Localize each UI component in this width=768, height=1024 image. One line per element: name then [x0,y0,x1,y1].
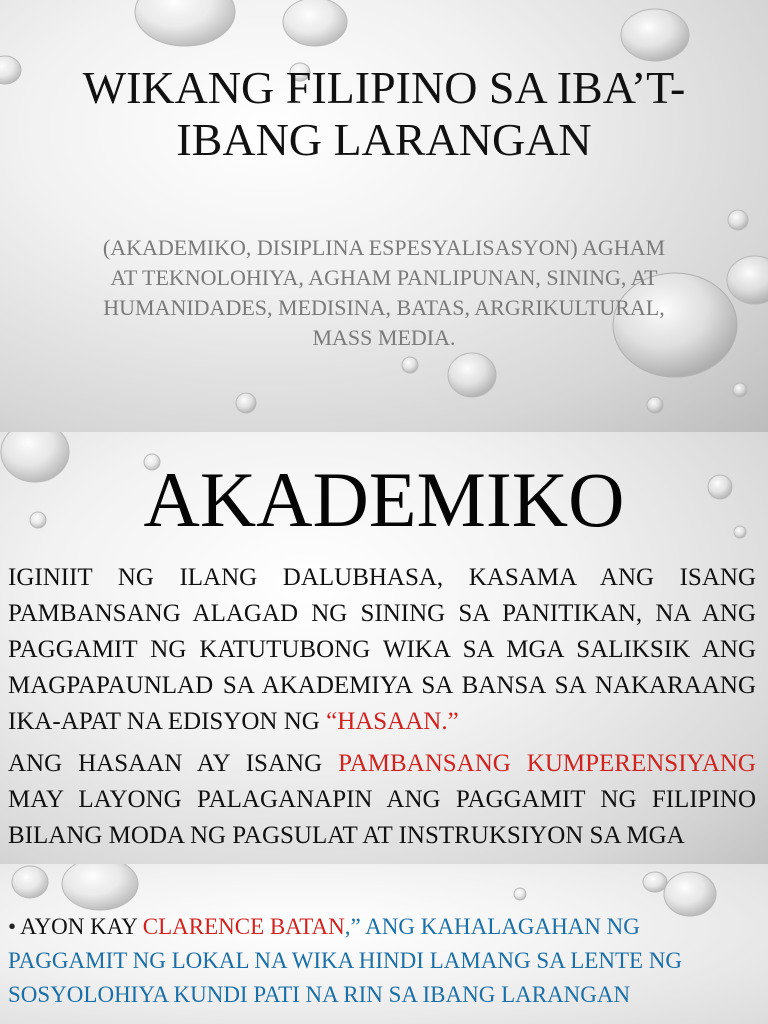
bullet-marker: • [8,914,17,939]
akademiko-paragraph-2 [8,746,756,854]
clarence-batan-name: CLARENCE BATAN [142,914,345,939]
kumperensiya-highlight: PAMBANSANG KUMPERENSIYANG [338,750,756,777]
akademiko-paragraph-1 [8,560,756,740]
bullet-item [8,910,763,1012]
slide-title [0,0,768,432]
bullet-lead: AYON KAY [20,914,143,939]
akademiko-body [8,560,756,860]
ayon-kay-bullet [8,910,763,1012]
bullet-quote: ,” ANG KAHALAGAHAN NG PAGGAMIT NG LOKAL NA WIKA HINDI LAMANG SA LENTE NG SOSYOLOHIYA KUNDI PATI NA RIN SA IBANG LARANGAN [8,914,683,1007]
slide-heading-akademiko: AKADEMIKO [143,456,625,543]
paragraph-text: MAY LAYONG PALAGANAPIN ANG PAGGAMIT NG FILIPINO BILANG MODA NG PAGSULAT AT INSTRUKSIYON SA MGA [8,786,756,849]
paragraph-text: ANG HASAAN AY ISANG [8,750,339,777]
slide-subtitle: (AKADEMIKO, DISIPLINA ESPESYALISASYON) AGHAM AT TEKNOLOHIYA, AGHAM PANLIPUNAN, SINING, AT HUMANIDADES, MEDISINA, BATAS, ARGRIKULTURAL, MASS MEDIA. [102,235,666,350]
hasaan-highlight: “HASAAN.” [326,708,459,735]
slide-title-heading: WIKANG FILIPINO SA IBA’T-IBANG LARANGAN [82,62,686,165]
paragraph-text: IGINIIT NG ILANG DALUBHASA, KASAMA ANG ISANG PAMBANSANG ALAGAD NG SINING SA PANITIKAN, NA ANG PAGGAMIT NG KATUTUBONG WIKA SA MGA SALIKSIK ANG MAGPAPAUNLAD SA AKADEMIYA SA BANSA SA NAKARAANG IKA-APAT NA EDISYON NG [8,564,756,735]
